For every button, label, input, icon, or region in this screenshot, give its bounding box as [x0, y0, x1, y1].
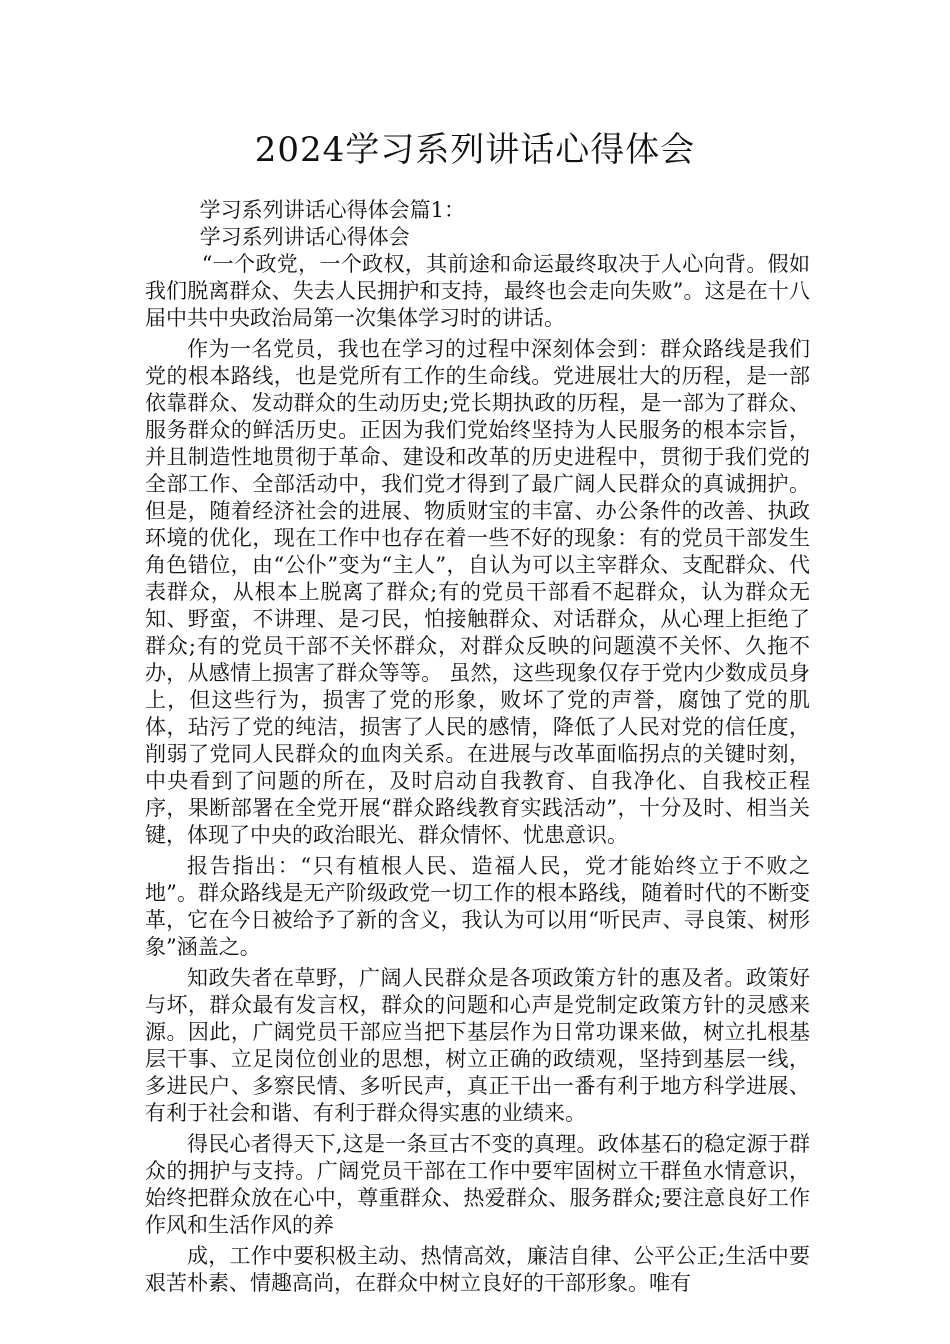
paragraph: 作为一名党员，我也在学习的过程中深刻体会到：群众路线是我们党的根本路线，也是党所有工作的生命线。党进展壮大的历程，是一部依靠群众、发动群众的生动历史;党长期执政的历程，是一部为了群众、服务群众的鲜活历史。正因为我们党始终坚持为人民服务的根本宗旨，并且制造性地贯彻于革命、建设和改革的历史进程中，贯彻于我们党的全部工作、全部活动中，我们党才得到了最广阔人民群众的真诚拥护。但是，随着经济社会的进展、物质财宝的丰富、办公条件的改善、执政环境的优化，现在工作中也存在着一些不好的现象：有的党员干部发生角色错位，由“公仆”变为“主人”，自认为可以主宰群众、支配群众、代表群众，从根本上脱离了群众;有的党员干部看不起群众，认为群众无知、野蛮，不讲理、是刁民，怕接触群众、对话群众，从心理上拒绝了群众;有的党员干部不关怀群众，对群众反映的问题漠不关怀、久拖不办，从感情上损害了群众等等。 虽然，这些现象仅存于党内少数成员身上，但这些行为，损害了党的形象，败坏了党的声誉，腐蚀了党的肌体，玷污了党的纯洁，损害了人民的感情，降低了人民对党的信任度，削弱了党同人民群众的血肉关系。在进展与改革面临拐点的关键时刻，中央看到了问题的所在，及时启动自我教育、自我净化、自我校正程序，果断部署在全党开展“群众路线教育实践活动”，十分及时、相当关键，体现了中央的政治眼光、群众情怀、忧患意识。	[145, 337, 810, 847]
paragraph: 得民心者得天下,这是一条亘古不变的真理。政体基石的稳定源于群众的拥护与支持。广阔党员干部在工作中要牢固树立干群鱼水情意识，始终把群众放在心中，尊重群众、热爱群众、服务群众;要注意良好工作作风和生活作风的养	[145, 1132, 810, 1237]
paragraph: 成，工作中要积极主动、热情高效，廉洁自律、公平公正;生活中要艰苦朴素、情趣高尚，在群众中树立良好的干部形象。唯有	[145, 1244, 810, 1295]
paragraph: 知政失者在草野，广阔人民群众是各项政策方针的惠及者。政策好与坏，群众最有发言权，群众的问题和心声是党制定政策方针的灵感来源。因此，广阔党员干部应当把下基层作为日常功课来做，树立扎根基层干事、立足岗位创业的思想，树立正确的政绩观，坚持到基层一线，多进民户、多察民情、多听民声，真正干出一番有利于地方科学进展、有利于社会和谐、有利于群众得实惠的业绩来。	[145, 966, 810, 1125]
paragraph: 报告指出：“只有植根人民、造福人民，党才能始终立于不败之地”。群众路线是无产阶级政党一切工作的根本路线，随着时代的不断变革，它在今日被给予了新的含义，我认为可以用“听民声、寻良策、树形象”涵盖之。	[145, 854, 810, 959]
paragraph-quote: “一个政党，一个政权，其前途和命运最终取决于人心向背。假如我们脱离群众、失去人民拥护和支持，最终也会走向失败”。这是在十八届中共中央政治局第一次集体学习时的讲话。	[145, 252, 810, 330]
section-heading: 学习系列讲话心得体会篇1：	[199, 198, 465, 222]
section-subheading: 学习系列讲话心得体会	[199, 225, 410, 249]
document-body	[145, 197, 810, 1297]
document-title: 2024学习系列讲话心得体会	[254, 130, 696, 170]
